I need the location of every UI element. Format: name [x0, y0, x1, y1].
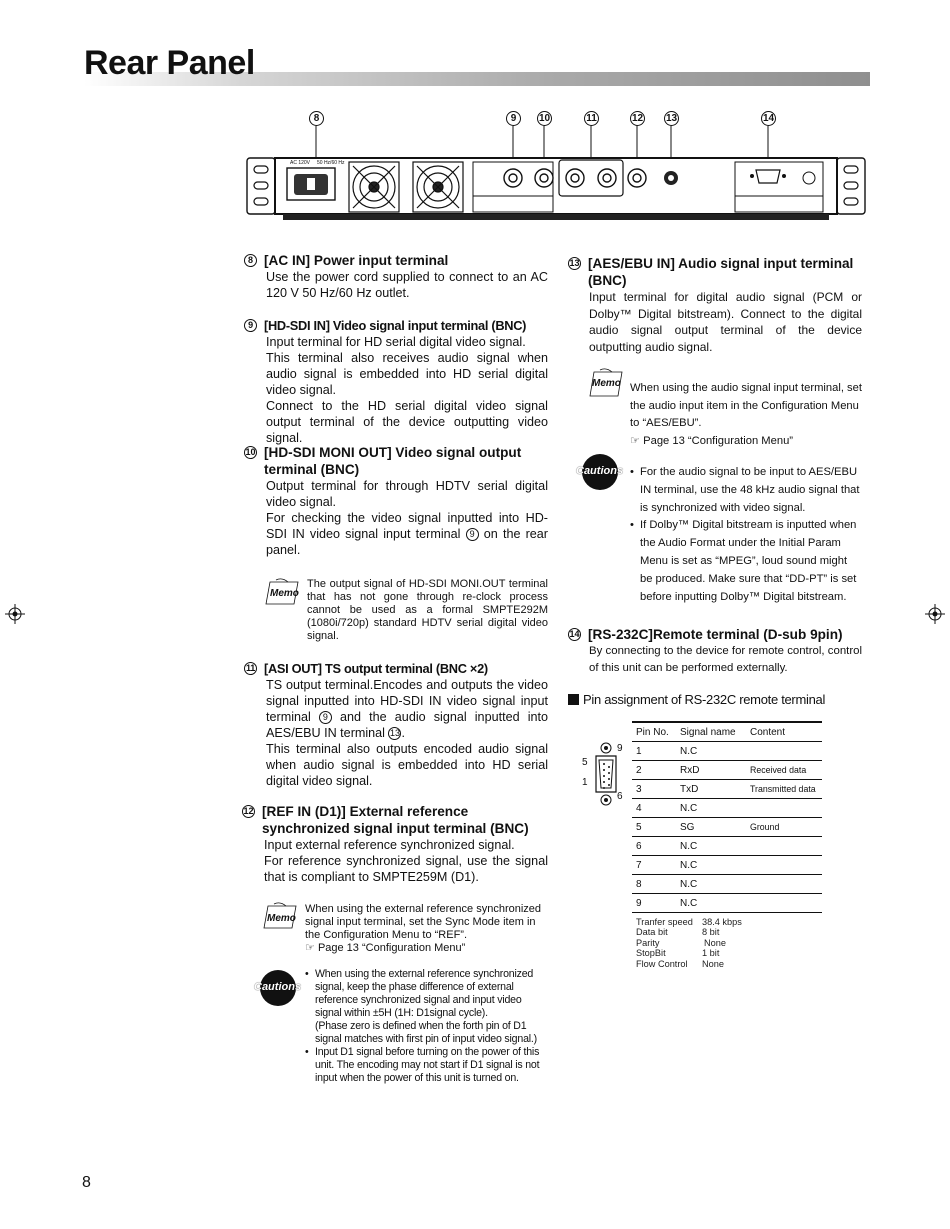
spec-row: Parity None [636, 937, 726, 948]
table-row: 7 N.C [632, 856, 822, 875]
section-body: Input terminal for digital audio signal (PCM or Dolby™ Digital bitstream). Connect to the digital audio signal output terminal of the device outputting audio signal. [589, 290, 862, 354]
hz-label: 50 Hz/60 Hz [317, 160, 345, 166]
callout-9: 9 [506, 111, 521, 126]
heading-text: [HD-SDI MONI OUT] Video signal output terminal (BNC) [264, 445, 522, 477]
page-title: Rear Panel [84, 44, 255, 82]
memo-text: When using the external reference synchronized signal input terminal, set the Sync Mode item in the Configuration Menu to “REF”. [305, 903, 542, 941]
rear-panel-diagram [245, 126, 871, 222]
caution-bullet: • For the audio signal to be input to AES/EBU IN terminal, use the 48 kHz audio signal that is synchronized with video signal. [630, 464, 862, 517]
section-heading [244, 660, 548, 677]
memo-page-ref: ☞ Page 13 “Configuration Menu” [305, 942, 466, 954]
section-body: By connecting to the device for remote control, control of this unit can be performed externally. [589, 645, 862, 674]
spec-row: Tranfer speed 38.4 kbps [636, 917, 742, 927]
caution-icon [576, 454, 622, 492]
spec-row: StopBit 1 bit [636, 948, 720, 959]
section-heading [244, 317, 548, 334]
section-heading [244, 252, 548, 269]
square-bullet-icon [568, 694, 579, 705]
callout-9-marker: 9 [244, 319, 257, 332]
section-body: TS output terminal.Encodes and outputs the video signal inputted into HD-SDI IN video signal input terminal 9 and the audio signal inputted into AES/EBU IN terminal 13 . [266, 678, 549, 740]
section-body: For reference synchronized signal, use the signal that is compliant to SMPTE259M (D1). [264, 854, 548, 884]
pin-assignment-table [632, 721, 822, 913]
column-header: Signal name [676, 722, 746, 742]
memo-label: Memo [270, 588, 299, 599]
callout-14: 14 [761, 111, 776, 126]
section-aes-ebu-in [568, 255, 862, 355]
registration-mark-left-icon [5, 604, 25, 624]
callout-8: 8 [309, 111, 324, 126]
memo-aes-ebu [630, 380, 862, 450]
serial-specs [636, 917, 742, 969]
section-body: Use the power cord supplied to connect to an AC 120 V 50 Hz/60 Hz outlet. [266, 270, 548, 300]
memo-label: Memo [592, 378, 621, 389]
ref-marker: 9 [466, 528, 479, 541]
callout-11-marker: 11 [244, 662, 257, 675]
column-header: Pin No. [632, 722, 676, 742]
connector-pin-5-label: 5 [582, 757, 588, 768]
memo-ref-in [305, 903, 548, 955]
caution-icon [254, 970, 300, 1008]
table-header-row [632, 722, 822, 742]
heading-text: [RS-232C]Remote terminal (D-sub 9pin) [588, 627, 843, 642]
caution-label: Cautions [576, 465, 624, 477]
table-row: 8 N.C [632, 875, 822, 894]
callout-11: 11 [584, 111, 599, 126]
heading-text: [AES/EBU IN] Audio signal input terminal (BNC) [588, 256, 854, 288]
callout-13-marker: 13 [569, 258, 580, 268]
section-body: Connect to the HD serial digital video signal output terminal of the device outputting video signal. [266, 399, 548, 445]
callout-14-marker: 14 [569, 629, 580, 639]
section-body: Output terminal for through HDTV serial digital video signal. [266, 479, 548, 509]
section-heading [244, 444, 548, 478]
spec-row: Data bit 8 bit [636, 927, 720, 938]
table-row: 2 RxD Received data [632, 761, 822, 780]
heading-text: [REF IN (D1)] External reference synchronized signal input terminal (BNC) [262, 804, 529, 836]
section-body: This terminal also receives audio signal when audio signal is embedded into HD serial digital video signal. [266, 351, 548, 397]
hand-pointer-icon: ☞ [630, 434, 641, 447]
section-ac-in [244, 252, 548, 301]
section-body: Input external reference synchronized signal. [264, 838, 515, 852]
spec-row: Flow Control None [636, 958, 724, 969]
memo-text: When using the audio signal input terminal, set the audio input item in the Configuration Menu to “AES/EBU”. [630, 382, 862, 429]
table-row: 1 N.C [632, 742, 822, 761]
page-number: 8 [82, 1174, 91, 1191]
memo-page-ref: ☞ Page 13 “Configuration Menu” [630, 434, 794, 447]
callout-13: 13 [664, 111, 679, 126]
table-row: 6 N.C [632, 837, 822, 856]
heading-text: [ASI OUT] TS output terminal (BNC ×2) [264, 661, 488, 676]
hand-pointer-icon: ☞ [305, 942, 315, 954]
caution-bullet: • If Dolby™ Digital bitstream is inputted when the Audio Format under the Initial Param Menu is set as “MPEG”, loud sound might be produced. Make sure that “DD-PT” is set before inputting Dolby™ Digital bitstream. [630, 517, 862, 606]
pin-table-title: Pin assignment of RS-232C remote terminal [568, 692, 825, 707]
caution-bullet: • When using the external reference synchronized signal, keep the phase difference of external reference synchronized signal and input video signal within ±5H (1H: D1signal cycle). (Phase zero is defined when the forth pin of D1 signal matches with first pin of input video signal.) [305, 968, 548, 1046]
caution-aes-ebu [630, 464, 862, 606]
heading-text: [AC IN] Power input terminal [264, 253, 449, 268]
table-row: 3 TxD Transmitted data [632, 780, 822, 799]
memo-icon [588, 368, 628, 396]
connector-pin-1-label: 1 [582, 777, 588, 788]
connector-pin-9-label: 9 [617, 743, 623, 754]
memo-icon [264, 578, 304, 606]
column-header: Content [746, 722, 822, 742]
memo-label: Memo [267, 913, 296, 924]
section-heading [568, 255, 862, 289]
ref-marker: 13 [389, 728, 400, 739]
callout-10-marker: 10 [245, 447, 256, 457]
section-heading [568, 626, 862, 643]
callout-12: 12 [630, 111, 645, 126]
section-ref-in [242, 803, 548, 885]
memo-text: The output signal of HD-SDI MONI.OUT terminal that has not gone through re-clock process cannot be used as a formal SMPTE292M (1080i/720p) standard HDTV serial digital video signal. [307, 578, 548, 642]
memo-moni-out [307, 578, 548, 643]
registration-mark-right-icon [925, 604, 945, 624]
section-heading [242, 803, 548, 837]
section-rs232c [568, 626, 862, 677]
callout-8-marker: 8 [244, 254, 257, 267]
section-body: For checking the video signal inputted into HD-SDI IN video signal input terminal 9 on the rear panel. [266, 511, 548, 557]
heading-text: [HD-SDI IN] Video signal input terminal (BNC) [264, 318, 527, 333]
caution-ref-in [305, 968, 548, 1085]
ac-label: AC 120V [290, 160, 311, 166]
memo-icon [262, 902, 302, 930]
caution-label: Cautions [254, 981, 302, 993]
ref-marker: 9 [319, 711, 332, 724]
section-body: This terminal also outputs encoded audio signal when audio signal is embedded into HD serial digital video signal. [266, 742, 548, 788]
connector-pin-6-label: 6 [617, 791, 623, 802]
callout-10: 10 [537, 111, 552, 126]
section-body: Input terminal for HD serial digital video signal. [266, 335, 526, 349]
caution-bullet: • Input D1 signal before turning on the power of this unit. The encoding may not start if D1 signal is not input when the power of this unit is turned on. [305, 1046, 548, 1085]
section-hd-sdi-in [244, 317, 548, 446]
table-row: 5 SG Ground [632, 818, 822, 837]
table-row: 9 N.C [632, 894, 822, 913]
section-hd-sdi-moni-out [244, 444, 548, 558]
section-asi-out [244, 660, 548, 789]
table-row: 4 N.C [632, 799, 822, 818]
callout-12-marker: 12 [243, 806, 254, 816]
